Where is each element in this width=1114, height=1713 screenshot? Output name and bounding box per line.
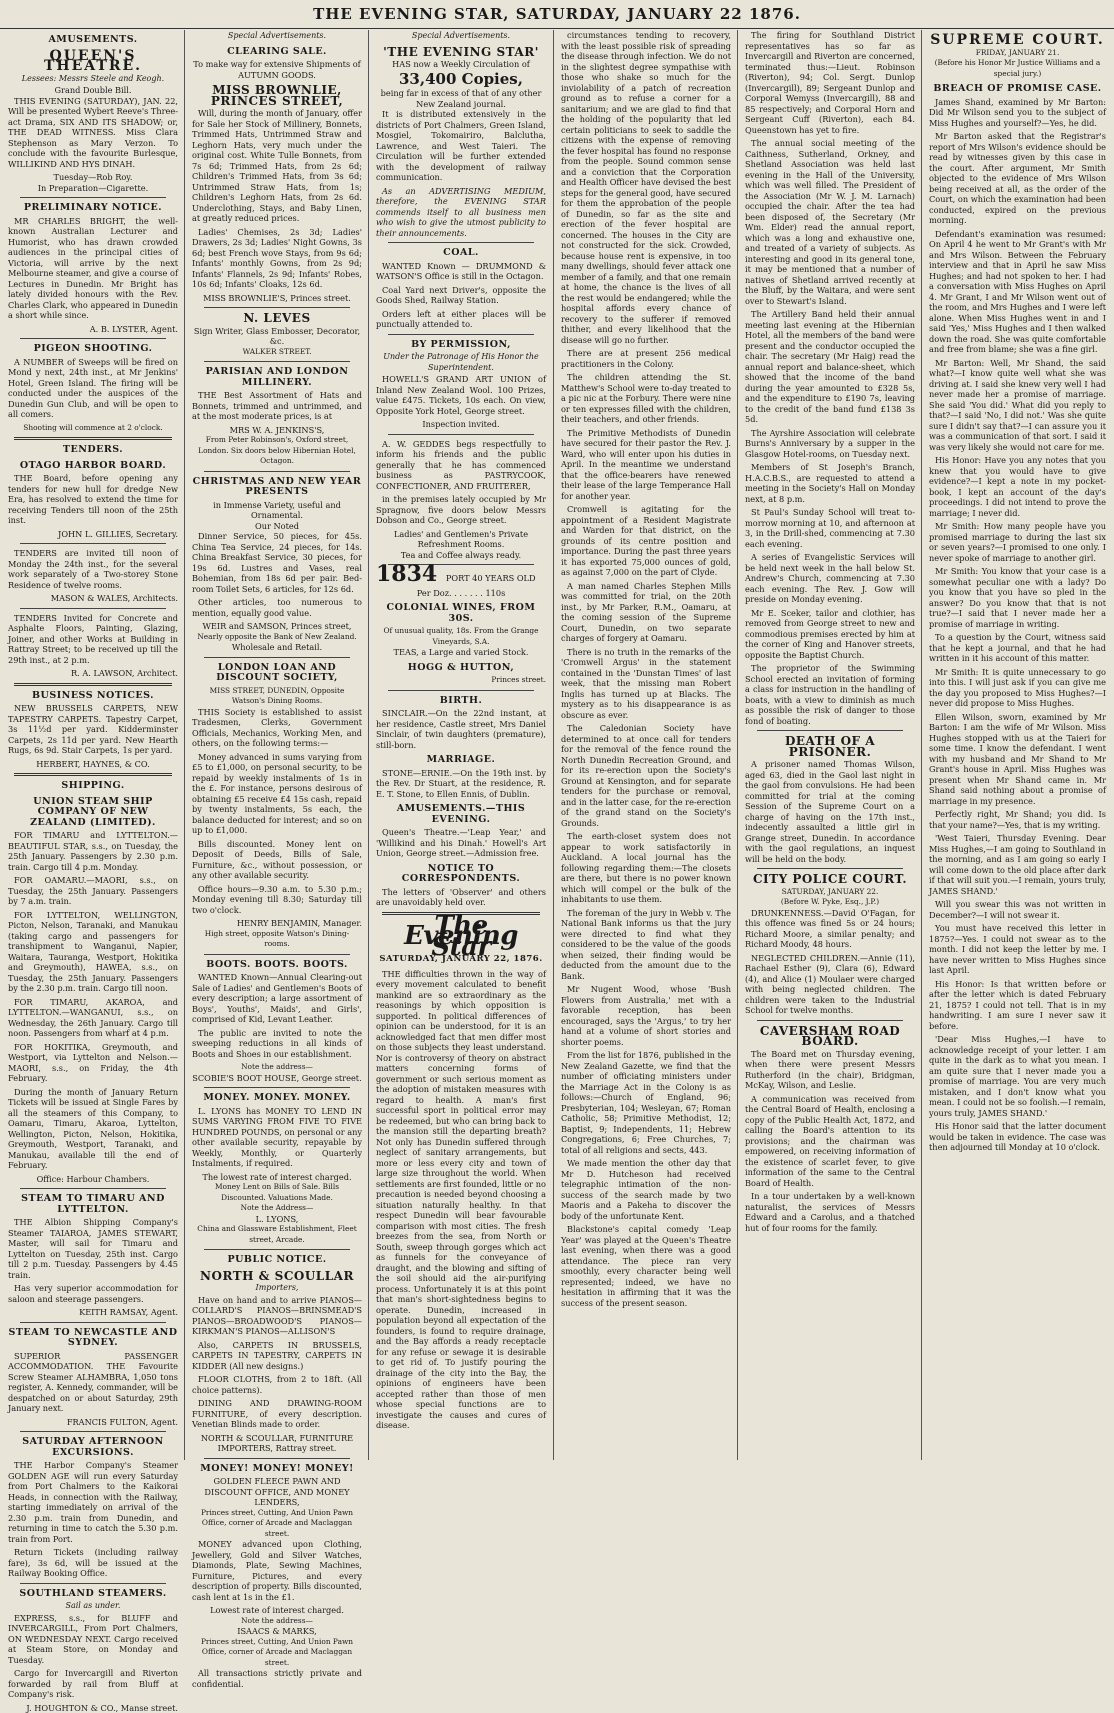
ad-signature: NORTH & SCOULLAR, FURNITURE IMPORTERS, Rattray street. — [192, 1433, 362, 1454]
article-body: A communication was received from the Central Board of Health, enclosing a copy of the Public Health Act, 1872, and calling the Board's attention to its provisions; and the chairman was empowered, on receiving information of the existence of scarlet fever, to give information of the same to the Central Board of Health. — [745, 1094, 915, 1189]
article-date: FRIDAY, JANUARY 21. — [929, 48, 1106, 59]
ad-signature: A. B. LYSTER, Agent. — [8, 324, 178, 335]
ad-title: BOOTS. BOOTS. BOOTS. — [192, 960, 362, 971]
masthead: THE EVENING STAR, SATURDAY, JANUARY 22 1876. — [0, 0, 1114, 29]
article-body: The Ayrshire Association will celebrate Burns's Anniversary by a supper in the Glasgow Hotel-rooms, on Tuesday next. — [745, 428, 915, 460]
notice-title: NOTICE TO CORRESPONDENTS. — [376, 864, 546, 885]
section-header: SHIPPING. — [8, 781, 178, 792]
ad-line: Note the address— — [192, 1062, 362, 1073]
ad-title: QUEEN'S THEATRE. — [8, 51, 178, 72]
ad-body: Has very superior accommodation for saloon and steerage passengers. — [8, 1283, 178, 1304]
ad-body: L. LYONS has MONEY TO LEND IN SUMS VARYING FROM FIVE TO FIVE HUNDRED POUNDS, on personal or any other available security, repayable by Weekly, Monthly, or Quarterly Instalments, if required. — [192, 1106, 362, 1169]
editorial-body: THE difficulties thrown in the way of every movement calculated to benefit mankind are so extraordinary as the reasonings by which opposition is supported. In political differences of opinion can be understood, for it is an acknowledged fact that men differ most on those subjects they least understand. Nor is controversy of theory on abstract matters concerning forms of government or such serious moment as the adoption of mistaken measures with regard to health. A man's first successful sport in political error may be redeemed, but who can bring back to the mansion still the departing breath? Not only has Dunedin suffered through neglect of sanitary arrangements, but more or less every city and town of large size throughout the world. When settlements are first founded, little or no precaution is needed beyond choosing a situation naturally healthy. In that respect Dunedin will bear favourable comparison with most cities. The fresh breezes from the sea, from North or South, sweep through gorges which act as funnels for the conveyance of draught, and the blowing and sifting of the soil should aid the air-purifying process. Unfortunately it is at this point that man's short-sightedness begins to operate. Dunedin, increased in population beyond all expectation of the founders, is found to require drainage, and the Bay affords a ready receptacle for any refuse or sewage it is desirable to get rid of. To justify pouring the drainage of the city into the Bay, the opinions of engineers have been accepted rather than those of men whose special functions are to investigate the causes and cures of disease. — [376, 969, 546, 1431]
ad-title: BY PERMISSION, — [376, 340, 546, 351]
ad-title: PARISIAN AND LONDON MILLINERY. — [192, 367, 362, 388]
article-body: Mr Barton asked that the Registrar's report of Mrs Wilson's evidence should be read by witnesses given by this case in the court. After argument, Mr Smith objected to the evidence of Mrs Wilson being received at all, as the order of the Court, on which the examination had been conducted, expired on the previous morning. — [929, 131, 1106, 226]
ad-line: In Preparation—Cigarette. — [8, 183, 178, 194]
ad-body: SUPERIOR PASSENGER ACCOMMODATION. THE Favourite Screw Steamer ALHAMBRA, 1,050 tons register, A. Kennedy, commander, will be despatched on or about Saturday, 29th January next. — [8, 1351, 178, 1414]
ad-title: SATURDAY AFTERNOON EXCURSIONS. — [8, 1437, 178, 1458]
divider — [20, 338, 166, 339]
ad-title: MISS BROWNLIE, PRINCES STREET, — [192, 85, 362, 106]
ad-body: THE Best Assortment of Hats and Bonnets, trimmed and untrimmed, and at the most moderate prices, is at — [192, 390, 362, 422]
divider — [388, 690, 534, 691]
ad-body: Dinner Service, 50 pieces, for 45s. China Tea Service, 24 pieces, for 14s. China Breakfast Service, 30 pieces, for 19s 6d. Lustres and Vases, real Bohemian, from 18s 6d per pair. Bed-room Toilet Sets, 6 articles, for 12s 6d. — [192, 531, 362, 594]
ad-body: HOWELL'S GRAND ART UNION of Inland New Zealand Wool. 100 Prizes, value £475. Tickets, 10s each. On view, Opposite York Hotel, George street. — [376, 374, 546, 416]
ad-line: Lowest rate of interest charged. — [192, 1605, 362, 1616]
ad-line: MISS STREET, DUNEDIN, Opposite Watson's Dining Rooms. — [192, 686, 362, 707]
ad-title: PUBLIC NOTICE. — [192, 1255, 362, 1266]
column-rule — [184, 30, 185, 1460]
ad-body: Have on hand and to arrive PIANOS—COLLARD'S PIANOS—BRINSMEAD'S PIANOS—BROADWOOD'S PIANOS—KIRKMAN'S PIANOS—ALLISON'S — [192, 1295, 362, 1337]
ad-body: THIS Society is established to assist Tradesmen, Clerks, Government Officials, Mechanics, Working Men, and others, on the following terms:— — [192, 707, 362, 749]
ad-title: 'THE EVENING STAR' — [376, 47, 546, 58]
article-body: The foreman of the jury in Webb v. The National Bank informs us that the jury were directed to find what they considered to be the value of the goods when seized, their finding would be deducted from the amount due to the Bank. — [561, 908, 731, 982]
divider — [204, 471, 350, 472]
article-body: We made mention the other day that Mr D. Hutcheson had received telegraphic intimation of the non-success of the search made by two Maoris and a Pakeha to discover the body of the unfortunate Kent. — [561, 1158, 731, 1221]
article-body: Mr Barton: Well, Mr Shand, the said what?—I know quite well what she was driving at. I said she knew very well I had never made her a promise of marriage. She said 'You did.' What did you reply to that?—I said 'No, I did not.' Was she quite sure I didn't say that?—I can assure you it was a communication of that sort. I said it was very likely she would not care for me. — [929, 358, 1106, 453]
ad-line: Princes street, Cutting, And Union Pawn Office, corner of Arcade and Maclaggan street. — [192, 1508, 362, 1540]
ad-signature: R. A. LAWSON, Architect. — [8, 668, 178, 679]
ad-body: MONEY advanced upon Clothing, Jewellery, Gold and Silver Watches, Diamonds, Plate, Sewing Machines, Furniture, Pictures, and every description of property. Bills discounted, cash lent at 1s in the £1. — [192, 1539, 362, 1602]
ad-body: Money advanced in sums varying from £5 to £1,000, on personal security, to be repaid by weekly instalments of 1s in the £. For instance, persons desirous of obtaining £5 receive £4 15s cash, repaid by twenty instalments, 5s each, the balance deducted for interest; and so on up to £1,000. — [192, 752, 362, 836]
ad-body: Will, during the month of January, offer for Sale her Stock of Millinery, Bonnets, Trimmed Hats, Untrimmed Straw and Leghorn Hats, very much under the original cost. White Tulle Bonnets, from 7s 6d; Trimmed Hats, from 2s 6d; Children's Trimmed Hats, from 3s 6d; Untrimmed Straw Hats, from 1s; Children's Leghorn Hats, from 2s 6d. Underclothing, Stays, and Baby Linen, at greatly reduced prices. — [192, 108, 362, 224]
ad-line: Grand Double Bill. — [8, 85, 178, 96]
ad-body: THE Albion Shipping Company's Steamer TAIAROA, JAMES STEWART, Master, will sail for Timaru and Lyttelton on Tuesday, 25th inst. Cargo till 2 p.m. Tuesday. Passengers by 4.45 train. — [8, 1217, 178, 1280]
ad-line: in Immense Variety, useful and Ornamental. — [192, 500, 362, 521]
divider — [204, 954, 350, 955]
ad-line: Shooting will commence at 2 o'clock. — [8, 423, 178, 434]
article-body: The Artillery Band held their annual meeting last evening at the Hibernian Hotel, all the members of the band were present and the conductor occupied the chair. The secretary (Mr Haig) read the annual report and balance-sheet, which showed that the income of the band during the year amounted to £328 5s, and the expenditure to £190 7s, leaving to the credit of the band fund £138 3s 5d. — [745, 309, 915, 425]
divider — [14, 773, 172, 776]
article-body: The Board met on Thursday evening, when there were present Messrs Rutherford (in the chair), Bridgman, McKay, Wilson, and Leslie. — [745, 1049, 915, 1091]
column-rule — [737, 30, 738, 1460]
ad-signature: JOHN L. GILLIES, Secretary. — [8, 529, 178, 540]
ad-signature: HOGG & HUTTON, — [376, 663, 546, 674]
issue-date: SATURDAY, JANUARY 22, 1876. — [376, 954, 546, 965]
divider — [20, 608, 166, 609]
ad-signature: SCOBIE'S BOOT HOUSE, George street. — [192, 1073, 362, 1084]
column-2 — [192, 30, 362, 1460]
ad-body: DINING AND DRAWING-ROOM FURNITURE, of every description. Venetian Blinds made to order. — [192, 1398, 362, 1430]
ad-title: NORTH & SCOULLAR — [192, 1271, 362, 1282]
ad-title: STEAM TO NEWCASTLE AND SYDNEY. — [8, 1328, 178, 1349]
article-body: The earth-closet system does not appear to work satisfactorily in Auckland. A local journal has the following regarding them:—The closets are there, but there is no power known which will compel or the bulk of the inhabitants to use them. — [561, 831, 731, 905]
ad-line: being far in excess of that of any other New Zealand journal. — [376, 88, 546, 109]
section-header: TENDERS. — [8, 445, 178, 456]
article-body: 'Dear Miss Hughes,—I have to acknowledge receipt of your letter. I am quite in the dark as to what you mean. I am quite sure that I never made you a promise of marriage. You are very much mistaken, and I don't know what you mean. I could not be so foolish.—I remain, yours truly, JAMES SHAND.' — [929, 1034, 1106, 1118]
ad-body: THE Harbor Company's Steamer GOLDEN AGE will run every Saturday from Port Chalmers to the Kaikorai Heads, in connection with the Railway, starting immediately on arrival of the 2.30 p.m. train from Dunedin, and returning in time to catch the 5.30 p.m. train from Port. — [8, 1460, 178, 1544]
ad-title: COAL. — [376, 248, 546, 259]
article-body: Perfectly right, Mr Shand; you did. Is that your name?—Yes, that is my writing. — [929, 809, 1106, 830]
ad-body: in the premises lately occupied by Mr Spragnow, five doors below Messrs Dobson and Co., George street. — [376, 494, 546, 526]
ad-signature: HERBERT, HAYNES, & CO. — [8, 759, 178, 770]
ad-line: Wholesale and Retail. — [192, 642, 362, 653]
ad-title: PRELIMINARY NOTICE. — [8, 203, 178, 214]
section-header: BUSINESS NOTICES. — [8, 691, 178, 702]
divider — [757, 868, 903, 869]
ad-body: FLOOR CLOTHS, from 2 to 18ft. (All choice patterns). — [192, 1374, 362, 1395]
notice-title: MARRIAGE. — [376, 755, 546, 766]
column-1 — [8, 30, 178, 1460]
divider — [20, 1322, 166, 1323]
ad-line: The lowest rate of interest charged. — [192, 1172, 362, 1183]
column-rule — [368, 30, 369, 1460]
article-body: Mr Nugent Wood, whose 'Bush Flowers from Australia,' met with a favorable reception, has been encouraged, says the 'Argus,' to try her hand at a volume of short stories and shorter poems. — [561, 984, 731, 1047]
notice-title: BIRTH. — [376, 696, 546, 707]
ad-signature: FRANCIS FULTON, Agent. — [8, 1417, 178, 1428]
article-title: CITY POLICE COURT. — [745, 874, 915, 885]
article-body: 'West Taieri, Thursday Evening. Dear Miss Hughes,—I am going to Southland in the morning, and as I am going so early I will come down to the old place after dark if that will suit you.—I remain, yours truly, JAMES SHAND.' — [929, 833, 1106, 896]
ad-body: THIS EVENING (SATURDAY), JAN. 22, Will be presented Wybert Reeve's Three-act Drama, SIX AND ITS SHADOW; or, THE DEAD WITNESS. Miss Clara Stephenson as Mary Verzon. To conclude with the favourite Burlesque, WILLIKIND AND HYS DINAH. — [8, 96, 178, 170]
article-subtitle: BREACH OF PROMISE CASE. — [929, 84, 1106, 95]
ad-line: Office: Harbour Chambers. — [8, 1174, 178, 1185]
divider — [204, 361, 350, 362]
ad-body: Bills discounted. Money lent on Deposit of Deeds, Bills of Sale, Furniture, &c., without possession, or any other available security. — [192, 839, 362, 881]
ad-body: WANTED Known — DRUMMOND & WATSON'S Office is still in the Octagon. — [376, 261, 546, 282]
ad-line: Tea and Coffee always ready. — [376, 550, 546, 561]
ad-title: PORT 40 YEARS OLD — [446, 573, 536, 583]
notice-body: SINCLAIR.—On the 22nd instant, at her residence, Castle street, Mrs Daniel Sinclair, of twin daughters (premature), still-born. — [376, 708, 546, 750]
ad-line: Sign Writer, Glass Embosser, Decorator, &c. — [192, 326, 362, 347]
notice-body: STONE—ERNIE.—On the 19th inst. by the Rev. Dr Stuart, at the residence, R. E. T. Stone, to Ellen Ennis, of Dublin. — [376, 768, 546, 800]
ad-body: All transactions strictly private and confidential. — [192, 1668, 362, 1689]
circulation-figure: 33,400 Copies, — [376, 74, 546, 85]
article-date: SATURDAY, JANUARY 22. — [745, 887, 915, 898]
article-body: Members of St Joseph's Branch, H.A.C.B.S., are requested to attend a meeting in the Society's Hall on Monday next, at 8 p.m. — [745, 462, 915, 504]
ad-title: MONEY! MONEY! MONEY! — [192, 1464, 362, 1475]
article-body: James Shand, examined by Mr Barton: Did Mr Wilson send you to the subject of Miss Hughes and yourself?—Yes, he did. — [929, 97, 1106, 129]
ad-subtitle: GOLDEN FLEECE PAWN AND DISCOUNT OFFICE, AND MONEY LENDERS, — [192, 1476, 362, 1508]
ad-signature: ISAACS & MARKS, — [192, 1626, 362, 1637]
article-body: circumstances tending to recovery, with the least possible risk of spreading the disease through infection. We do not in the slightest degree sympathise with those who shake so much for the inviolability of a patch of recreation ground as to refuse a corner for a sanitarium; and we are glad to find that the holding of the popularity that led certain politicians to seek to saddle the citizens with the expense of removing the fever hospital has found no response from the people. Sound common sense and a conviction that the Corporation and Health Officer have devised the best steps for the general good, have secured for them the approbation of the people of Dunedin, so far as the site and erection of the fever hospital are concerned. The houses in the City are not constructed for the sick. Crowded, because house rent is expensive, in too many dwellings, should fever attack one member of a family, and that one remain at home, the chance is the lives of all the rest would be endangered; while the hospital affords every chance of recovery to the sufferer if removed thither, and every likelihood that the disease will go no further. — [561, 30, 731, 345]
ad-body: Cargo for Invercargill and Riverton forwarded by rail from Bluff at Company's risk. — [8, 1668, 178, 1700]
ad-body: As an ADVERTISING MEDIUM, therefore, the EVENING STAR commends itself to all business men who wish to give the utmost publicity to their announcements. — [376, 186, 546, 239]
article-title: SUPREME COURT. — [929, 35, 1106, 46]
ad-body: EXPRESS, s.s., for BLUFF and INVERCARGILL, From Port Chalmers, ON WEDNESDAY NEXT. Cargo received at Steam Store, on Monday and Tuesday. — [8, 1613, 178, 1666]
ad-title: PIGEON SHOOTING. — [8, 344, 178, 355]
column-4 — [561, 30, 731, 1460]
ad-signature: L. LYONS, — [192, 1214, 362, 1225]
ad-body: TENDERS are invited till noon of Monday the 24th inst., for the several work separately of a Two-storey Stone Residence of twelve rooms. — [8, 548, 178, 590]
ad-subtitle: Lessees: Messrs Steele and Keogh. — [8, 74, 178, 85]
article-body: The Caledonian Society have determined to at once call for tenders for the removal of the fence round the North Dunedin Recreation Ground, and for its re-erection upon the Society's Ground at Kensington, and for separate tenders for the purchase or removal, and in the latter case, for the re-erection of the grand stand on the Society's Grounds. — [561, 723, 731, 828]
article-body: St Paul's Sunday School will treat to-morrow morning at 10, and afternoon at 3, in the Drill-shed, commencing at 7.30 each evening. — [745, 507, 915, 549]
ad-line: Of unusual quality, 18s. From the Grange Vineyards, S.A. — [376, 626, 546, 647]
divider — [388, 434, 534, 435]
article-body: NEGLECTED CHILDREN.—Annie (11), Rachael Esther (9), Clara (6), Edward (4), and Alice (1) Moulaer were charged with being neglected children. The children were taken to the Industrial School for twelve months. — [745, 953, 915, 1016]
divider — [757, 1020, 903, 1021]
column-5 — [745, 30, 915, 1460]
ad-line: Per Doz. . . . . . . 110s — [376, 588, 546, 599]
divider — [20, 1431, 166, 1432]
ad-title: MONEY. MONEY. MONEY. — [192, 1093, 362, 1104]
ad-body: MR CHARLES BRIGHT, the well-known Australian Lecturer and Humorist, who has drawn crowded audiences in the principal cities of Victoria, will arrive by the next Melbourne steamer, and give a course of Lectures in Dunedin. Mr Bright has lately divided honours with the Rev. Charles Clark, who appeared in Dunedin a short while since. — [8, 216, 178, 321]
ad-line: Tuesday—Rob Roy. — [8, 172, 178, 183]
divider — [204, 657, 350, 658]
column-rule — [553, 30, 554, 1460]
article-body: The proprietor of the Swimming School erected an invitation of forming a class for instruction in the handling of boats, with a view to diminish as much as possible the risk of danger to those fond of boating. — [745, 663, 915, 726]
ad-line: Inspection invited. — [376, 419, 546, 430]
ad-body: TENDERS Invited for Concrete and Asphalte Floors, Painting, Glazing, Joiner, and other Works at Building in Rattray Street; to be received up till the 29th inst., at 2 p.m. — [8, 613, 178, 666]
ad-body: The public are invited to note the sweeping reductions in all kinds of Boots and Shoes in our establishment. — [192, 1028, 362, 1060]
article-body: Mr E. Sceker, tailor and clothier, has removed from George street to new and commodious premises erected by him at the corner of King and Hanover streets, opposite the Baptist Church. — [745, 608, 915, 661]
ad-signature: MISS BROWNLIE'S, Princes street. — [192, 293, 362, 304]
ad-signature: MRS W. A. JENKINS'S, — [192, 425, 362, 436]
article-body: The children attending the St. Matthew's School were to-day treated to a pic nic at the Forbury. There were nine or ten expresses filled with the children, their teachers, and other friends. — [561, 372, 731, 425]
ad-body: Also, CARPETS IN BRUSSELS, CARPETS IN TAPESTRY, CARPETS IN KIDDER (All new designs.) — [192, 1340, 362, 1372]
notice-body: The letters of 'Observer' and others are unavoidably held over. — [376, 887, 546, 908]
article-subtitle: (Before his Honor Mr Justice Williams and a special jury.) — [929, 58, 1106, 79]
ad-body: WANTED Known—Annual Clearing-out Sale of Ladies' and Gentlemen's Boots of every description; a large assortment of Boys', Youths', Maids', and Girls', comprised of Kid, Levant Leather. — [192, 972, 362, 1025]
article-body: Blackstone's capital comedy 'Leap Year' was played at the Queen's Theatre last evening, when there was a good attendance. The piece ran very smoothly, every character being well represented; indeed, we have no hesitation in affirming that it was the success of the present season. — [561, 1224, 731, 1308]
ad-line: TEAS, a Large and varied Stock. — [376, 647, 546, 658]
ad-title: STEAM TO TIMARU AND LYTTELTON. — [8, 1194, 178, 1215]
article-body: DRUNKENNESS.—David O'Fagan, for this offence was fined 5s or 24 hours; Richard Moore, a similar penalty; and Richard Moody, 48 hours. — [745, 908, 915, 950]
ad-body: Coal Yard next Driver's, opposite the Goods Shed, Railway Station. — [376, 285, 546, 306]
column-3 — [376, 30, 546, 1460]
port-year: 1834 — [376, 569, 437, 580]
ad-line: Note the address— — [192, 1616, 362, 1627]
divider — [204, 1458, 350, 1459]
divider — [20, 543, 166, 544]
ad-title: COLONIAL WINES, FROM 30S. — [376, 603, 546, 624]
ad-body: A. W. GEDDES begs respectfully to inform his friends and the public generally that he has commenced business as PASTRYCOOK, CONFECTIONER, AND FRUITERER, — [376, 439, 546, 492]
ad-line: From Peter Robinson's, Oxford street, London. Six doors below Hibernian Hotel, Octagon. — [192, 435, 362, 467]
article-body: A man named Charles Stephen Mills was committed for trial, on the 20th inst., by Mr Parker, R.M., Oamaru, at the coming session of the Supreme Court, Dunedin, on two separate charges of forgery at Oamaru. — [561, 581, 731, 644]
ad-body: During the month of January Return Tickets will be issued at Single Fares by all the steamers of this Company, to Oamaru, Timaru, Akaroa, Lyttelton, Wellington, Picton, Nelson, Hokitika, Greymouth, Westport, Taranaki, and Manukau, available till the end of February. — [8, 1087, 178, 1171]
ad-signature: J. HOUGHTON & CO., Manse street. — [8, 1703, 178, 1713]
divider — [204, 1249, 350, 1250]
article-body: You must have received this letter in 1875?—Yes. I could not swear as to the month. I did not keep the letter by me. I have never written to Miss Hughes since last April. — [929, 923, 1106, 976]
article-body: Mr Smith: You know that your case is a somewhat peculiar one with a lady? Do you know that you have so pled in the answer? Do you know that that is not true?—I said that I never made her a promise of marriage in writing. — [929, 566, 1106, 629]
ad-body: Return Tickets (including railway fare), 3s 6d, will be issued at the Railway Booking Office. — [8, 1547, 178, 1579]
article-body: Ellen Wilson, sworn, examined by Mr Barton: I am the wife of Mr Wilson. Miss Hughes stopped with us at the Taieri for some time. I know the defendant. I went with my husband and Mr Shand to Mr Grant's house in April. Miss Hughes was present when Mr Shand came in. Mr Shand said nothing about a promise of marriage in my presence. — [929, 712, 1106, 807]
article-body: In a tour undertaken by a well-known naturalist, the services of Messrs Edward and a Carolus, and a thatched hut of four rooms for the family. — [745, 1191, 915, 1233]
ad-line: Money Lent on Bills of Sale. Bills Discounted. Valuations Made. — [192, 1182, 362, 1203]
ad-title: CLEARING SALE. — [192, 47, 362, 58]
ad-title: CHRISTMAS AND NEW YEAR PRESENTS — [192, 477, 362, 498]
ad-line: Nearly opposite the Bank of New Zealand. — [192, 632, 362, 643]
divider — [757, 730, 903, 731]
ad-body: Orders left at either places will be punctually attended to. — [376, 309, 546, 330]
ad-line: High street, opposite Watson's Dining-rooms. — [192, 929, 362, 950]
ad-title: LONDON LOAN AND DISCOUNT SOCIETY, — [192, 663, 362, 684]
article-body: His Honor: Have you any notes that you knew that you would have to give evidence?—I kept a note in my pocket-book, I kept an account of the day's proceedings. I did not intend to prove the marriage; I never did. — [929, 455, 1106, 518]
article-title: CAVERSHAM ROAD BOARD. — [745, 1026, 915, 1047]
article-body: His Honor: Is that written before or after the letter which is dated February 21, 1875? I could not tell. That is in my handwriting. I am sure I never saw it before. — [929, 979, 1106, 1032]
divider — [14, 683, 172, 686]
ad-title: OTAGO HARBOR BOARD. — [8, 461, 178, 472]
article-body: To a question by the Court, witness said that he kept a journal, and that he had written in it his account of this matter. — [929, 632, 1106, 664]
ad-signature: HENRY BENJAMIN, Manager. — [192, 918, 362, 929]
ad-line: Princes street. — [376, 675, 546, 686]
ad-body: Ladies' Chemises, 2s 3d; Ladies' Drawers, 2s 3d; Ladies' Night Gowns, 3s 6d; best French wove Stays, from 9s 6d; Infants' monthly Gowns, from 2s 9d; Infants' Flannels, 2s 9d; Infants' Robes, 10s 6d; Infants' Cloaks, 12s 6d. — [192, 227, 362, 290]
divider — [14, 437, 172, 440]
article-body: There are at present 256 medical practitioners in the Colony. — [561, 348, 731, 369]
ad-title: UNION STEAM SHIP COMPANY OF NEW ZEALAND (LIMITED). — [8, 797, 178, 829]
ad-line: China and Glassware Establishment, Fleet street, Arcade. — [192, 1224, 362, 1245]
article-body: A series of Evangelistic Services will be held next week in the hall below St. Andrew's Church, commencing at 7.30 each evening. The Rev. J. Gow will preside on Monday evening. — [745, 552, 915, 605]
divider — [20, 1188, 166, 1189]
nameplate: The Evening Star — [376, 921, 546, 953]
ad-line: HAS now a Weekly Circulation of — [376, 59, 546, 70]
ad-title: N. LEVES — [192, 313, 362, 324]
ad-body: FOR OAMARU.—MAORI, s.s., on Tuesday, the 25th January. Passengers by 7 a.m. train. — [8, 875, 178, 907]
article-body: There is no truth in the remarks of the 'Cromwell Argus' in the statement contained in the 'Dunstan Times' of last week, that the missing man Robert Inglis has turned up at Blacks. The mystery as to his disappearance is as obscure as ever. — [561, 647, 731, 721]
ad-body: NEW BRUSSELS CARPETS, NEW TAPESTRY CARPETS. Tapestry Carpet, 3s 11½d per yard. Kidderminster Carpets, 2s 11d per yard. New Hearth Rugs, 6s 9d. Stair Carpets, 1s per yard. — [8, 703, 178, 756]
divider — [20, 1583, 166, 1584]
ad-line: To make way for extensive Shipments of AUTUMN GOODS. — [192, 59, 362, 80]
ad-signature: WEIR and SAMSON, Princes street, — [192, 621, 362, 632]
article-body: A prisoner named Thomas Wilson, aged 63, died in the Gaol last night in the gaol from convulsions. He had been committed for trial at the coming Session of the Supreme Court on a charge of having on the 17th inst., indecently assaulted a little girl in Grange street, Dunedin. In accordance with the gaol regulations, an inquest will be held on the body. — [745, 759, 915, 864]
ad-body: FOR HOKITIKA, Greymouth, and Westport, via Lyttelton and Nelson.—MAORI, s.s., on Friday, the 4th February. — [8, 1042, 178, 1084]
article-body: The annual social meeting of the Caithness, Sutherland, Orkney, and Shetland Association was held last evening in the Hall of the University, which was well filled. The President of the Association (Mr W. J. M. Larnach) occupied the chair. After the tea had been disposed of, the Secretary (Mr Wm. Elder) read the annual report, which was a long and exhaustive one, and treated of a variety of subjects. As interesting and good in its general tone, it may be mentioned that a number of natives of Shetland arrived recently at the Bluff, by the Waitara, and were sent over to Stewart's Island. — [745, 138, 915, 306]
article-body: From the list for 1876, published in the New Zealand Gazette, we find that the number of officiating ministers under the Marriage Act in the Colony is as follows:—Church of England, 96; Presbyterian, 104; Wesleyan, 67; Roman Catholic, 58; Primitive Methodist, 12; Baptist, 9; Independents, 11; Hebrew Congregations, 6; Free Churches, 7; total of all religions and sects, 443. — [561, 1050, 731, 1155]
notice-body: Queen's Theatre.—'Leap Year,' and 'Willikind and his Dinah.' Howell's Art Union, George street.—Admission free. — [376, 827, 546, 859]
ad-line: Ladies' and Gentlemen's Private Refreshment Rooms. — [376, 529, 546, 550]
article-title: DEATH OF A PRISONER. — [745, 736, 915, 757]
ad-body: FOR TIMARU and LYTTELTON.—BEAUTIFUL STAR, s.s., on Tuesday, the 25th January. Passengers by 2.30 p.m. train. Cargo till 4 p.m. Monday. — [8, 830, 178, 872]
article-body: Defendant's examination was resumed: On April 4 he went to Mr Grant's with Mr and Mrs Wilson. Between the February interview and that in April he saw Miss Hughes; and had not spoken to her. I had a conversation with Miss Hughes on April 4. Mr Grant, I and Mr Wilson went out of the room, and Mrs Hughes and I were left alone. When Miss Hughes went in and I said 'Yes,' Miss Hughes and I then walked down the road. She was quite comfortable and free from blame; she was a fine girl. — [929, 229, 1106, 355]
article-body: His Honor said that the latter document would be taken in evidence. The case was then adjourned till Monday at 10 o'clock. — [929, 1121, 1106, 1153]
column-6 — [929, 30, 1106, 1460]
article-body: The firing for Southland District representatives has so far as Invercargill and Riverton are concerned, terminated thus:—Lieut. Robinson (Riverton), 94; Col. Sergt. Dunlop (Invercargill), 89; Sergeant Dunlop and Corporal Wemyss (Invercargill), 88 and 85 respectively; and Corporal Horn and Sergeant Cuff (Riverton), each 84. Queenstown has yet to fire. — [745, 30, 915, 135]
ad-body: Other articles, too numerous to mention, equally good value. — [192, 597, 362, 618]
ad-body: Office hours—9.30 a.m. to 5.30 p.m.; Monday evening till 8.30; Saturday till two o'clock. — [192, 884, 362, 916]
ad-line: Princes street, Cutting, And Union Pawn Office, corner of Arcade and Maclaggan street. — [192, 1637, 362, 1669]
divider — [388, 334, 534, 335]
ad-subtitle: Under the Patronage of His Honor the Superintendent. — [376, 352, 546, 373]
ad-body: FOR LYTTELTON, WELLINGTON, Picton, Nelson, Taranaki, and Manukau (taking cargo and passengers for transhipment to Wanganui, Napier, Waitara, Tauranga, Westport, Hokitika and Greymouth), HAWEA, s.s., on Tuesday, the 25th January. Passengers by the 2.30 p.m. train. Cargo till noon. — [8, 910, 178, 994]
ad-line: Our Noted — [192, 521, 362, 532]
divider — [204, 307, 350, 308]
section-header: Special Advertisements. — [376, 31, 546, 42]
divider — [204, 1087, 350, 1088]
divider — [20, 197, 166, 198]
article-body: Will you swear this was not written in December?—I will not swear it. — [929, 899, 1106, 920]
ad-title: SOUTHLAND STEAMERS. — [8, 1589, 178, 1600]
article-body: Mr Smith: How many people have you promised marriage to during the last six or seven years?—I promised to one only. I never spoke of marriage to another girl. — [929, 521, 1106, 563]
ad-subtitle: Importers, — [192, 1283, 362, 1294]
article-body: The Primitive Methodists of Dunedin have secured for their pastor the Rev. J. Ward, who will enter upon his duties in April. In the meantime we understand that the office-bearers have renewed their lease of the large Temperance Hall for another year. — [561, 428, 731, 502]
ad-line: Note the Address— — [192, 1203, 362, 1214]
section-header: AMUSEMENTS. — [8, 35, 178, 46]
notice-title: AMUSEMENTS.—THIS EVENING. — [376, 804, 546, 825]
ad-body: FOR TIMARU, AKAROA, and LYTTELTON.—WANGANUI, s.s., on Wednesday, the 26th January. Cargo till noon. Passengers from wharf at 4 p.m. — [8, 997, 178, 1039]
article-body: Mr Smith: It is quite unnecessary to go into this. I will just ask if you can give me the day you proposed to Miss Hughes?—I never did propose to Miss Hughes. — [929, 667, 1106, 709]
ad-line: WALKER STREET. — [192, 347, 362, 358]
article-subtitle: (Before W. Pyke, Esq., J.P.) — [745, 897, 915, 908]
ad-signature: MASON & WALES, Architects. — [8, 593, 178, 604]
ad-body: It is distributed extensively in the districts of Port Chalmers, Green Island, Mosgiel, Tokomairiro, Balclutha, Lawrence, and West Taieri. The Circulation will be further extended with the development of railway communication. — [376, 109, 546, 183]
column-rule — [921, 30, 922, 1460]
article-body: Cromwell is agitating for the appointment of a Resident Magistrate and Warden for that district, on the grounds of its centre position and importance. During the past three years it has exported 75,000 ounces of gold, as against 7,000 on the part of Clyde. — [561, 504, 731, 578]
ad-body: THE Board, before opening any tenders for new hull for dredge New Era, has resolved to extend the time for receiving Tenders till noon of the 25th inst. — [8, 473, 178, 526]
divider — [388, 242, 534, 243]
ad-body: A NUMBER of Sweeps will be fired on Mond y next, 24th inst., at Mr Jenkins' Hotel, Green Island. The firing will be conducted under the auspices of the Dunedin Gun Club, and will be open to all comers. — [8, 357, 178, 420]
section-header: Special Advertisements. — [192, 31, 362, 42]
ad-signature: KEITH RAMSAY, Agent. — [8, 1307, 178, 1318]
ad-subtitle: Sail as under. — [8, 1601, 178, 1612]
